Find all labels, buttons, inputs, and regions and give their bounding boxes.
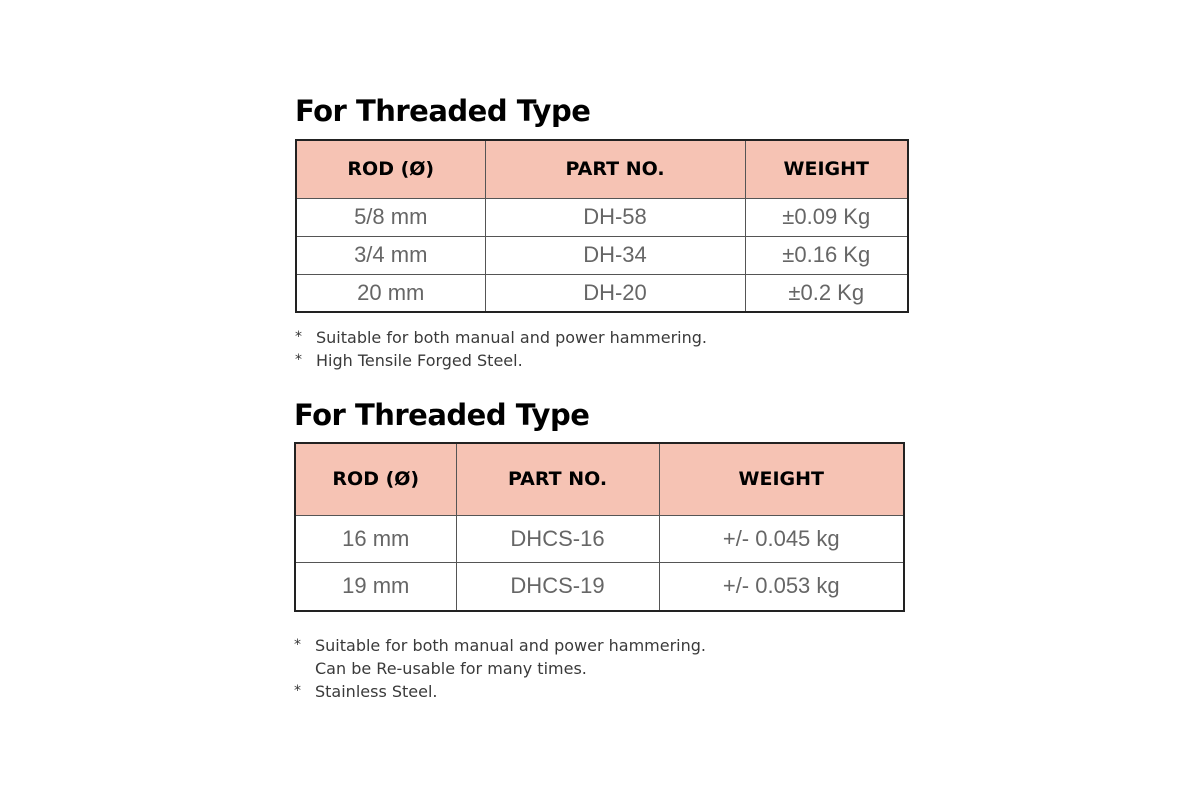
- asterisk-bullet: *: [295, 329, 302, 345]
- cell-weight: +/- 0.053 kg: [659, 562, 904, 611]
- cell-rod: 5/8 mm: [296, 198, 485, 236]
- header-part-no: PART NO.: [485, 140, 745, 198]
- note-text: Stainless Steel.: [315, 682, 438, 701]
- header-rod: ROD (Ø): [296, 140, 485, 198]
- cell-rod: 20 mm: [296, 274, 485, 312]
- cell-weight: ±0.09 Kg: [745, 198, 908, 236]
- asterisk-bullet: *: [294, 683, 301, 699]
- cell-part-no: DHCS-16: [456, 515, 659, 562]
- cell-rod: 16 mm: [295, 515, 456, 562]
- table-header-row: [296, 140, 908, 198]
- note-item: [295, 326, 707, 349]
- note-text: Suitable for both manual and power hammering.: [316, 328, 707, 347]
- note-item: [295, 349, 707, 372]
- notes-list: [295, 326, 707, 372]
- note-text: Suitable for both manual and power hammering.: [315, 636, 706, 655]
- note-item: [294, 634, 706, 680]
- table-header-row: [295, 443, 904, 515]
- section-title: For Threaded Type: [295, 94, 591, 128]
- note-text: Can be Re-usable for many times.: [315, 659, 587, 678]
- asterisk-bullet: *: [295, 352, 302, 368]
- asterisk-bullet: *: [294, 637, 301, 653]
- cell-weight: +/- 0.045 kg: [659, 515, 904, 562]
- cell-part-no: DHCS-19: [456, 562, 659, 611]
- table-row: [295, 562, 904, 611]
- header-weight: WEIGHT: [745, 140, 908, 198]
- cell-rod: 19 mm: [295, 562, 456, 611]
- table-row: [296, 274, 908, 312]
- cell-part-no: DH-58: [485, 198, 745, 236]
- header-rod: ROD (Ø): [295, 443, 456, 515]
- cell-weight: ±0.2 Kg: [745, 274, 908, 312]
- notes-list: [294, 634, 706, 703]
- table-row: [296, 236, 908, 274]
- spec-table: [295, 139, 909, 313]
- cell-part-no: DH-34: [485, 236, 745, 274]
- note-text: High Tensile Forged Steel.: [316, 351, 523, 370]
- spec-table: [294, 442, 905, 612]
- cell-weight: ±0.16 Kg: [745, 236, 908, 274]
- table-row: [295, 515, 904, 562]
- cell-rod: 3/4 mm: [296, 236, 485, 274]
- cell-part-no: DH-20: [485, 274, 745, 312]
- header-part-no: PART NO.: [456, 443, 659, 515]
- section-title: For Threaded Type: [294, 398, 590, 432]
- header-weight: WEIGHT: [659, 443, 904, 515]
- table-row: [296, 198, 908, 236]
- note-item: [294, 680, 706, 703]
